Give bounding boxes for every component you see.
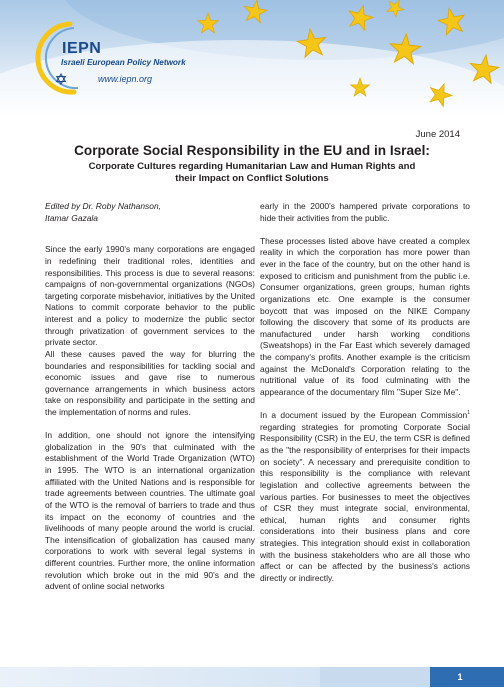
publication-date: June 2014 <box>415 129 460 140</box>
star-icon <box>426 80 455 108</box>
body-paragraph <box>260 410 470 584</box>
star-icon <box>350 78 369 96</box>
page-number: 1 <box>457 672 463 682</box>
footer-bar <box>0 667 504 687</box>
star-icon <box>345 2 375 31</box>
star-icon <box>296 27 328 58</box>
left-column <box>45 201 255 593</box>
star-icon <box>384 0 407 19</box>
logo-organization-name: Israeli European Policy Network <box>61 58 186 67</box>
document-title: Corporate Social Responsibility in the EU and in Israel: <box>74 143 430 158</box>
authors-line: Edited by Dr. Roby Nathanson, <box>45 201 161 211</box>
star-icon <box>436 6 467 36</box>
star-icon <box>389 33 422 64</box>
paragraph-text: In a document issued by the European Commission <box>260 410 468 421</box>
subtitle-line: Corporate Cultures regarding Humanitarian Law and Human Rights and <box>88 161 416 172</box>
website-link[interactable]: www.iepn.org <box>98 74 153 84</box>
right-column <box>260 201 470 585</box>
star-icon <box>198 13 219 33</box>
footnote-marker[interactable]: 1 <box>467 410 470 417</box>
authors-line: Itamar Gazala <box>45 212 98 223</box>
star-icon <box>468 53 500 84</box>
authors-credit <box>45 201 255 224</box>
footer-gradient <box>0 667 320 687</box>
logo-abbreviation: IEPN <box>62 40 102 57</box>
subtitle-line: their Impact on Conflict Solutions <box>175 173 329 184</box>
body-paragraph: All these causes paved the way for blurring the boundaries and responsibilities for tackling social and economic issues and gave rise to numerous governance arrangements in which business actors take on responsibility and participate in the setting and the implementation of norms and rules. <box>45 348 255 417</box>
body-paragraph: Since the early 1990's many corporations are engaged in redefining their traditional roles, identities and responsibilities. This process is due to several reasons: campaigns of non-governmental organizations (NGOs) targeting corporate misbehavior, initiatives by the United Nations to commit corporate behavior to the public interest and a policy to modernize the public sector through privatization of government services to the private sector. <box>45 244 255 348</box>
paragraph-text: regarding strategies for promoting Corporate Social Responsibility (CSR) in the EU, the term CSR is defined as the "the responsibility of enterprises for their impacts on society". A necessary and prerequisite condition to this responsibility is the compliance with relevant legislation and collective agreements between the various parties. For businesses to meet the objectives of CSR they must integrate social, environmental, ethical, human rights and consumer rights considerations into their business plans and core strategies. This integration should exist in collaboration with the business stakeholders who are all those who affect or can be affected by the business's actions directly or indirectly. <box>260 421 470 583</box>
page-number-box <box>430 667 504 687</box>
body-paragraph: In addition, one should not ignore the intensifying globalization in the 90's that culminated with the establishment of the World Trade Organization (WTO) in 1995. The WTO is an international organization affiliated with the United Nations and is responsible for trade agreements between countries. The ultimate goal of the WTO is the removal of barriers to trade and thus its impact on the economy of countries and the livelihoods of many people around the world is crucial. The intensification of globalization has caused many corporations to work with several legal systems in different countries. Further more, the online information revolution which broke out in the mid 90's and the advent of online social networks <box>45 430 255 592</box>
body-paragraph: These processes listed above have created a complex reality in which the corporation has more power than ever in the face of the country, but on the other hand is exposed to criticism and punishment from the public i.e. Consumer organizations, green groups, human rights organizations etc. One example is the consumer boycott that was imposed on the NIKE Company following the discovery that some of its products are manufactured under harsh working conditions (Sweatshops) in the Far East which severely damaged the company's profits. Another example is the criticism against the McDonald's Corporation relating to the nutritional value of its food culminating with the appearance of the documentary film "Super Size Me". <box>260 235 470 397</box>
iepn-logo[interactable] <box>30 18 200 98</box>
body-paragraph: early in the 2000's hampered private corporations to hide their activities from the public. <box>260 201 470 223</box>
document-subtitle <box>60 161 444 185</box>
page-header <box>0 0 504 118</box>
star-icon <box>242 0 268 24</box>
